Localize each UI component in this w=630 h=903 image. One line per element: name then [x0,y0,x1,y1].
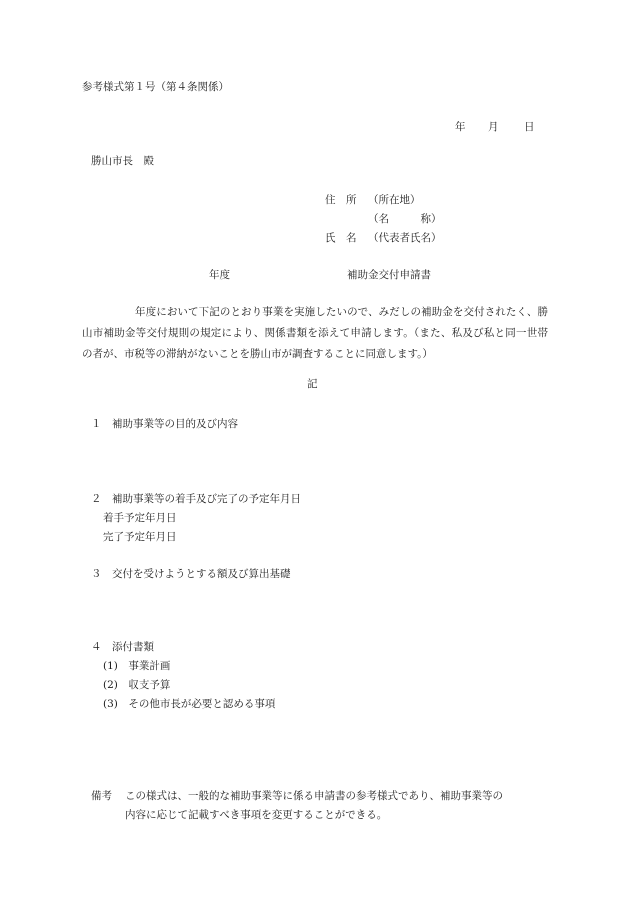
remark-line-2: 内容に応じて記載すべき事項を変更することができる。 [125,809,388,821]
item-4-sub-1: (1) 事業計画 [103,660,171,672]
item-1: １ 補助事業等の目的及び内容 [91,418,238,430]
remark-line-1: この様式は、一般的な補助事業等に係る申請書の参考様式であり、補助事業等の [125,790,503,802]
item-4: ４ 添付書類 [91,641,154,653]
body-text: 年度において下記のとおり事業を実施したいので、みだしの補助金を交付されたく、勝山市補助金等交付規則の規定により、関係書類を添えて申請します。（また、私及び私と同一世帯の者が、市税等の滞納がないことを勝山市が調査することに同意します。） [82,306,548,360]
address-label: 住 所 [325,194,357,206]
title-document-name: 補助金交付申請書 [347,269,431,281]
form-label: 参考様式第１号（第４条関係） [82,81,229,93]
item-2-end-date: 完了予定年月日 [103,531,177,543]
item-2-start-date: 着手予定年月日 [103,512,177,524]
ki-heading: 記 [307,378,318,390]
name-label: 氏 名 [325,232,357,244]
remark-label: 備考 [91,790,112,802]
item-3: ３ 交付を受けようとする額及び算出基礎 [91,568,291,580]
addressee: 勝山市長 殿 [91,155,154,167]
item-4-sub-2: (2) 収支予算 [103,679,171,691]
address-note: （所在地） [368,194,421,206]
name-note: （名 称） [368,213,442,225]
item-2: ２ 補助事業等の着手及び完了の予定年月日 [91,493,301,505]
date-year: 年 [455,121,466,133]
item-4-sub-3: (3) その他市長が必要と認める事項 [103,698,276,710]
date-day: 日 [524,121,535,133]
title-fiscal-year: 年度 [209,269,230,281]
date-month: 月 [488,121,499,133]
representative-note: （代表者氏名） [368,232,442,244]
